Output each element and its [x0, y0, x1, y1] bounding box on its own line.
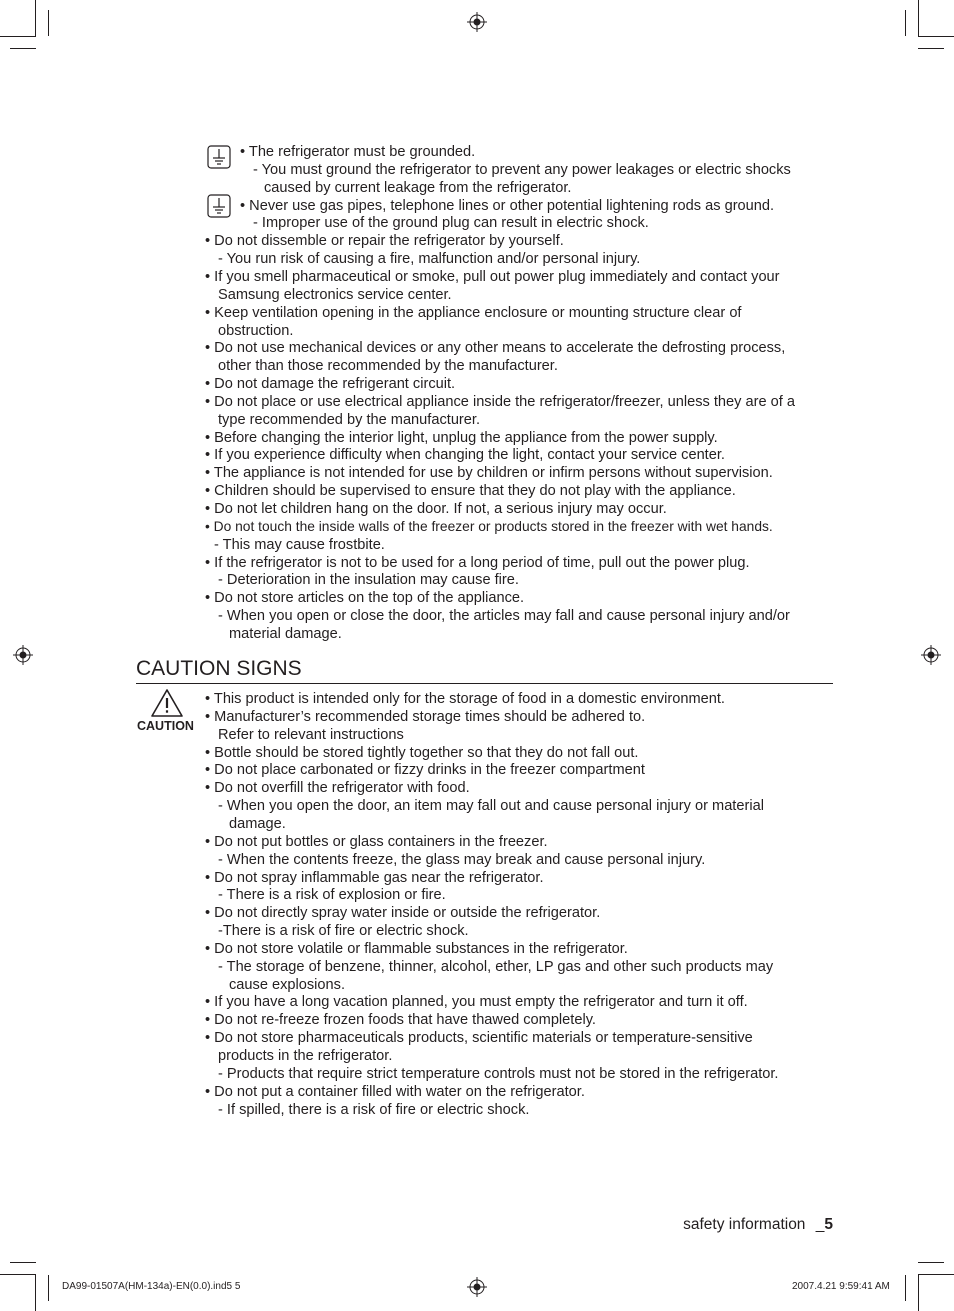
list-line: • Do not put bottles or glass containers in the freezer.: [205, 833, 548, 850]
list-line: • Do not re-freeze frozen foods that have thawed completely.: [205, 1012, 596, 1029]
list-line: • Do not store pharmaceuticals products, scientific materials or temperature-sensitive: [205, 1030, 753, 1047]
list-line: - When the contents freeze, the glass may break and cause personal injury.: [218, 851, 706, 868]
section-divider: [136, 683, 833, 684]
list-line: - When you open or close the door, the articles may fall and cause personal injury and/or: [218, 608, 790, 625]
list-line: • Before changing the interior light, unplug the appliance from the power supply.: [205, 429, 718, 446]
crop-mark: [918, 48, 944, 49]
crop-mark: [0, 36, 36, 37]
list-line: other than those recommended by the manufacturer.: [218, 358, 558, 375]
list-line: • This product is intended only for the storage of food in a domestic environment.: [205, 691, 725, 707]
list-line: • Do not overfill the refrigerator with food.: [205, 780, 470, 797]
list-line: Samsung electronics service center.: [218, 286, 452, 303]
list-line: • If you smell pharmaceutical or smoke, pull out power plug immediately and contact your: [205, 268, 780, 285]
list-line: - You run risk of causing a fire, malfunction and/or personal injury.: [218, 251, 641, 268]
crop-mark: [918, 1275, 919, 1311]
list-line: • Do not put a container filled with water on the refrigerator.: [205, 1083, 585, 1100]
list-line: - Products that require strict temperature controls must not be stored in the refrigerator.: [218, 1065, 779, 1082]
crop-mark: [35, 0, 36, 36]
list-line: - The storage of benzene, thinner, alcohol, ether, LP gas and other such products may: [218, 958, 774, 975]
list-line: - You must ground the refrigerator to prevent any power leakages or electric shocks: [253, 161, 791, 178]
print-slug-timestamp: 2007.4.21 9:59:41 AM: [792, 1281, 890, 1292]
list-line: • If you have a long vacation planned, you must empty the refrigerator and turn it off.: [205, 994, 748, 1011]
registration-mark-icon: [921, 645, 941, 665]
list-line: type recommended by the manufacturer.: [218, 411, 481, 428]
print-slug-file: DA99-01507A(HM-134a)-EN(0.0).ind5 5: [62, 1281, 241, 1292]
list-line: • Do not use mechanical devices or any other means to accelerate the defrosting process,: [205, 340, 786, 357]
crop-mark: [35, 1275, 36, 1311]
list-line: • If the refrigerator is not to be used for a long period of time, pull out the power plug.: [205, 554, 750, 571]
crop-mark: [48, 10, 49, 36]
list-line: • Bottle should be stored tightly together so that they do not fall out.: [205, 744, 639, 761]
crop-mark: [918, 0, 919, 36]
list-line: - When you open the door, an item may fall out and cause personal injury or material: [218, 798, 764, 815]
list-line: • Do not damage the refrigerant circuit.: [205, 376, 456, 393]
list-line: • Do not dissemble or repair the refrigerator by yourself.: [205, 233, 564, 250]
crop-mark: [10, 1262, 36, 1263]
list-line: caused by current leakage from the refrigerator.: [264, 179, 572, 196]
list-line: Refer to relevant instructions: [218, 726, 404, 743]
list-line: - Improper use of the ground plug can result in electric shock.: [253, 215, 649, 232]
list-line: • Do not touch the inside walls of the freezer or products stored in the freezer with wet hands.: [205, 518, 773, 534]
list-line: obstruction.: [218, 322, 294, 339]
crop-mark: [48, 1275, 49, 1301]
crop-mark: [0, 1274, 36, 1275]
list-line: • Do not spray inflammable gas near the refrigerator.: [205, 869, 544, 886]
footer-section-label: safety information: [683, 1216, 806, 1233]
list-line: - If spilled, there is a risk of fire or electric shock.: [218, 1101, 530, 1118]
list-line: • Do not directly spray water inside or outside the refrigerator.: [205, 905, 601, 922]
list-line: • Manufacturer’s recommended storage times should be adhered to.: [205, 708, 646, 725]
list-line: • Do not place or use electrical appliance inside the refrigerator/freezer, unless they are of a: [205, 393, 795, 410]
page-footer: [683, 1215, 833, 1235]
list-line: - This may cause frostbite.: [214, 536, 385, 553]
crop-mark: [905, 10, 906, 36]
ground-symbol-icon: [207, 145, 231, 169]
list-line: damage.: [229, 815, 286, 832]
list-line: • The refrigerator must be grounded.: [240, 144, 476, 160]
list-line: • Do not store articles on the top of the appliance.: [205, 590, 525, 607]
list-line: - Deterioration in the insulation may cause fire.: [218, 572, 519, 589]
list-line: material damage.: [229, 625, 342, 642]
list-line: • Never use gas pipes, telephone lines or other potential lightening rods as ground.: [240, 197, 775, 214]
crop-mark: [918, 36, 954, 37]
page-number: 5: [824, 1216, 833, 1233]
crop-mark: [905, 1275, 906, 1301]
list-line: - There is a risk of explosion or fire.: [218, 887, 446, 904]
crop-mark: [918, 1262, 944, 1263]
list-line: • Keep ventilation opening in the appliance enclosure or mounting structure clear of: [205, 304, 742, 321]
list-line: cause explosions.: [229, 976, 346, 993]
caution-icon-label: CAUTION: [137, 719, 194, 733]
ground-symbol-icon: [207, 194, 231, 218]
list-line: • Do not place carbonated or fizzy drinks in the freezer compartment: [205, 762, 645, 779]
registration-mark-icon: [467, 12, 487, 32]
section-title: CAUTION SIGNS: [136, 657, 302, 680]
list-line: • Do not let children hang on the door. If not, a serious injury may occur.: [205, 501, 667, 517]
list-line: • Children should be supervised to ensure that they do not play with the appliance.: [205, 483, 736, 500]
crop-mark: [918, 1274, 954, 1275]
crop-mark: [10, 48, 36, 49]
list-line: products in the refrigerator.: [218, 1048, 393, 1064]
footer-page-prefix: _: [815, 1216, 825, 1233]
caution-triangle-icon: [150, 688, 184, 718]
list-line: -There is a risk of fire or electric shock.: [218, 923, 469, 940]
list-line: • Do not store volatile or flammable substances in the refrigerator.: [205, 940, 628, 957]
registration-mark-icon: [13, 645, 33, 665]
registration-mark-icon: [467, 1277, 487, 1297]
list-line: • If you experience difficulty when changing the light, contact your service center.: [205, 447, 725, 464]
list-line: • The appliance is not intended for use by children or infirm persons without supervision.: [205, 465, 773, 482]
